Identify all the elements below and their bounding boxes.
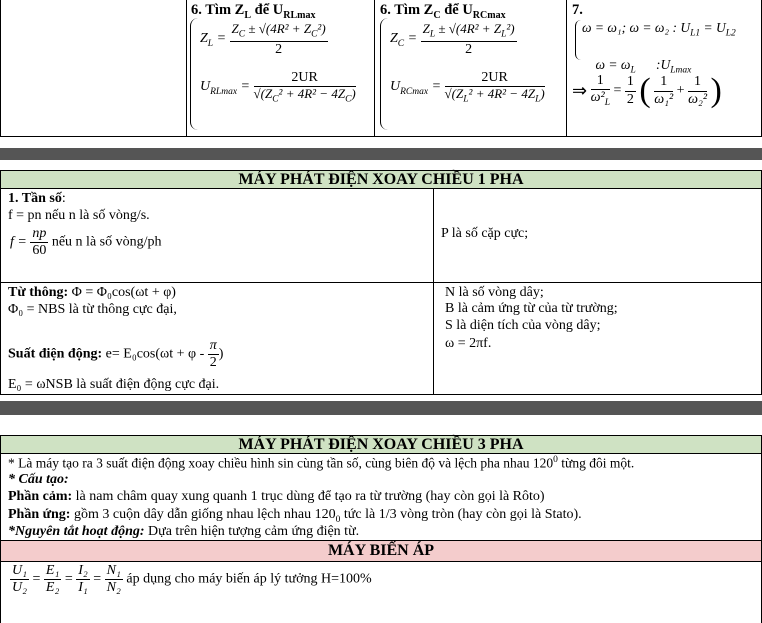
freq-line1: f = pn nếu n là số vòng/s. bbox=[8, 208, 150, 223]
separator-bar bbox=[0, 148, 762, 160]
flux-line: Từ thông: Φ = Φ₀cos(ωt + φ) bbox=[8, 285, 176, 300]
note-item: S là diện tích của vòng dây; bbox=[445, 318, 601, 333]
zl-heading: 6. Tìm $Z_L$ để $U_{RLmax}$ bbox=[191, 2, 316, 21]
armature-line: Phần ứng: gồm 3 cuộn dây dẫn giống nhau lệch nhau $120_0$ tức là 1/3 vòng tròn (hay còn gọi là Stato). bbox=[8, 507, 582, 525]
freq-heading: 1. Tần số: bbox=[8, 191, 66, 206]
emf-max: E₀ = ωNSB là suất điện động cực đại. bbox=[8, 377, 220, 392]
omega-brace bbox=[575, 20, 581, 60]
transformer-formula: $\frac{\text{U₁}}{\text{U₂}}$ = $\frac{\text{E₁}}{\text{E₂}}$ = $\frac{\text{I₂}}{\text{I₁}}$ = $\frac{\text{N₁}}{\text{N₂}}$ áp dụng cho máy biến áp lý tưởng H=100% bbox=[12, 563, 372, 596]
freq-formula: f = $\frac{np}{60}$ nếu n là số vòng/ph bbox=[10, 226, 162, 259]
note-item: ω = 2πf. bbox=[445, 336, 492, 351]
stator-line: Phần cảm: là nam châm quay xung quanh 1 trục dùng để tạo ra từ trường (hay còn gọi là Rôto) bbox=[8, 489, 545, 504]
note-item: B là cảm ứng từ của từ trường; bbox=[445, 301, 618, 316]
structure-heading: * Cấu tạo: bbox=[8, 472, 69, 487]
zc-brace bbox=[380, 18, 388, 130]
zc-heading: 6. Tìm $Z_C$ để $U_{RCmax}$ bbox=[380, 2, 506, 21]
zc-eq1: $Z_C$ = $\frac{Z_L \pm √(4R^2 + Z_L^2)}{2}$ bbox=[390, 21, 515, 57]
transformer-title: MÁY BIẾN ÁP bbox=[0, 540, 762, 562]
zc-eq2: $U_{RCmax}$ = $\frac{2UR}{√(Z_L^2 + 4R^2 - 4Z_L)}$ bbox=[390, 70, 545, 105]
principle-line: *Nguyên tắt hoạt động: Dựa trên hiện tượng cảm ứng điện từ. bbox=[8, 524, 360, 539]
top-empty-cell bbox=[0, 0, 187, 137]
omega-heading: 7. bbox=[572, 2, 583, 18]
zl-eq1: $Z_L$ = $\frac{Z_C \pm √(4R^2 + Z_C^2)}{2}$ bbox=[200, 21, 326, 57]
section3-title: MÁY PHÁT ĐIỆN XOAY CHIỀU 3 PHA bbox=[0, 435, 762, 455]
note-item: N là số vòng dây; bbox=[445, 285, 544, 300]
zl-brace bbox=[190, 18, 198, 130]
zl-eq2: $U_{RLmax}$ = $\frac{2UR}{√(Z_C^2 + 4R^2 - 4Z_C)}$ bbox=[200, 70, 356, 105]
omega-row1: ω = ω₁; ω = ω₂ : $U_{L1} = U_{L2}$ bbox=[582, 20, 736, 39]
flux-max: Φ₀ = NBS là từ thông cực đại, bbox=[8, 302, 177, 317]
section1-title: MÁY PHÁT ĐIỆN XOAY CHIỀU 1 PHA bbox=[0, 170, 762, 190]
section3-line1: * Là máy tạo ra 3 suất điện động xoay chiều hình sin cùng tần số, cùng biên độ và lệch pha nhau $120^0$ từng đôi một. bbox=[8, 455, 635, 471]
omega-relation: ⇒ $\frac{1}{\omega^2_L}$ = $\frac{1}{2}$ ( $\frac{1}{\text{ω₁²}}$ + $\frac{1}{\text{ω₂²}}$ ) bbox=[572, 72, 722, 109]
emf-line: Suất điện động: e= E₀cos(ωt + φ - $\frac{\pi}{2}$ ) bbox=[8, 338, 224, 371]
separator-bar bbox=[0, 401, 762, 415]
p-note: P là số cặp cực; bbox=[441, 226, 529, 241]
omega-row2: $\omega = \omega_L$ $:U_{Lmax}$ bbox=[595, 57, 692, 76]
top-formula-table bbox=[0, 0, 762, 137]
